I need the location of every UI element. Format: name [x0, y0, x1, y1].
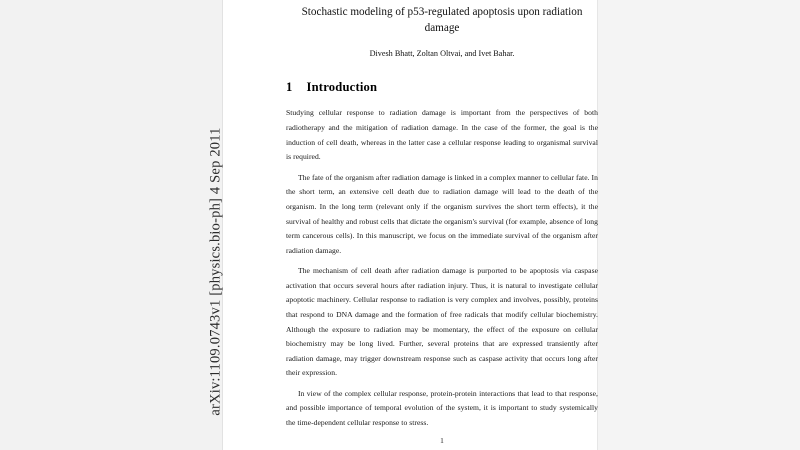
page-number: 1	[440, 436, 444, 445]
section-number: 1	[286, 80, 293, 95]
paragraph: The mechanism of cell death after radiation damage is purported to be apoptosis via caspase activation that occurs several hours after radiation injury. Thus, it is natural to investigate cellular apoptotic machinery. Cellular response to radiation is very complex and involves, possibly, proteins that respond to DNA damage and the formation of free radicals that modify cellular biochemistry. Although the exposure to radiation may be momentary, the effect of the exposure on cellular biochemistry may be long lived. Further, several proteins that are expressed transiently after radiation damage, may trigger downstream response such as caspase activity that occurs long after their expression.	[286, 266, 598, 378]
arxiv-identifier-text: arXiv:1109.0743v1 [physics.bio-ph] 4 Sep 2011	[207, 127, 224, 416]
paragraph: In view of the complex cellular response, protein-protein interactions that lead to that response, and possible importance of temporal evolution of the system, it is important to study systemically the time-dependent cellular response to stress.	[286, 388, 598, 428]
page-right-margin	[597, 0, 800, 450]
section-title: Introduction	[306, 80, 378, 95]
section-heading	[286, 80, 598, 95]
paragraph: Studying cellular response to radiation damage is important from the perspectives of both radiotherapy and the mitigation of radiation damage. In the case of the former, the goal is the induction of cell death, whereas in the latter case a cellular response leading to organismal survival is required.	[286, 108, 598, 162]
text-column	[286, 0, 598, 450]
author-list: Divesh Bhatt, Zoltan Oltvai, and Ivet Bahar.	[369, 49, 515, 59]
page-left-margin	[0, 0, 223, 450]
page-title: Stochastic modeling of p53-regulated apoptosis upon radiation damage	[301, 6, 583, 35]
paragraph: The fate of the organism after radiation damage is linked in a complex manner to cellular fate. In the short term, an extensive cell death due to radiation damage will lead to the death of the organism. In the long term (relevant only if the organism survives the short term effects), it the survival of healthy and robust cells that dictate the organism's survival (for example, absence of long term cancerous cells). In this manuscript, we focus on the immediate survival of the organism after radiation damage.	[286, 172, 598, 255]
